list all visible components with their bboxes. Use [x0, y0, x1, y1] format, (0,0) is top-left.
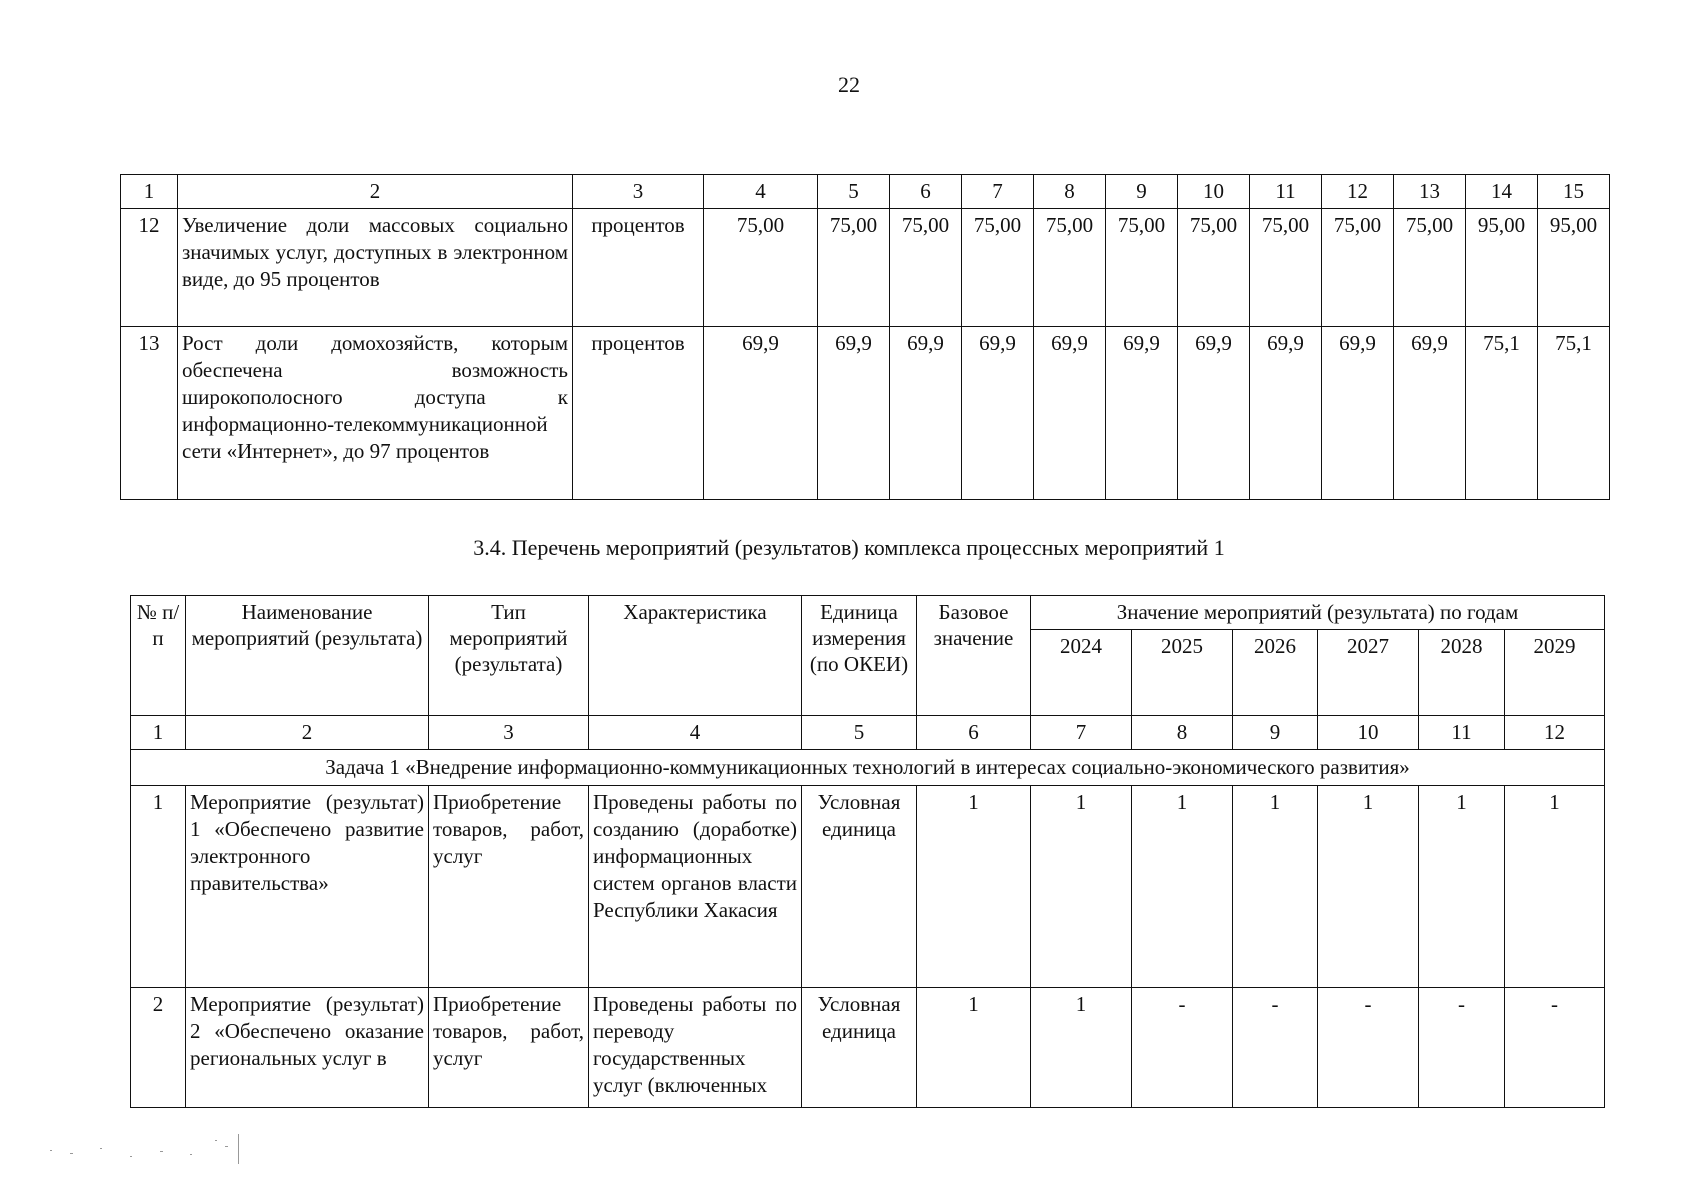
column-numbers-row	[131, 716, 1605, 750]
event-type: Приобретение товаров, работ, услуг	[429, 786, 589, 988]
header-year: 2026	[1233, 630, 1318, 716]
col-number: 12	[1322, 175, 1394, 209]
col-number: 1	[131, 716, 186, 750]
value-cell: 1	[1132, 786, 1233, 988]
header-year: 2029	[1505, 630, 1605, 716]
task-title: Задача 1 «Внедрение информационно-коммуникационных технологий в интересах социально-экономического развития»	[131, 750, 1605, 786]
event-type: Приобретение товаров, работ, услуг	[429, 988, 589, 1108]
col-number: 15	[1538, 175, 1610, 209]
value-cell: 69,9	[1394, 327, 1466, 500]
header-year: 2024	[1031, 630, 1132, 716]
value-cell: 69,9	[704, 327, 818, 500]
value-cell: 1	[1419, 786, 1505, 988]
col-number: 11	[1250, 175, 1322, 209]
value-cell: 69,9	[890, 327, 962, 500]
value-cell: 69,9	[818, 327, 890, 500]
unit: процентов	[573, 327, 704, 500]
col-number: 9	[1233, 716, 1318, 750]
col-number: 2	[186, 716, 429, 750]
value-cell: 69,9	[1106, 327, 1178, 500]
indicator-name: Рост доли домохозяйств, которым обеспечена возможность широкополосного доступа к информационно-телекоммуникационной сети «Интернет», до 97 процентов	[178, 327, 573, 500]
col-number: 4	[704, 175, 818, 209]
value-cell: -	[1419, 988, 1505, 1108]
value-cell: 75,1	[1466, 327, 1538, 500]
value-cell: 75,00	[1394, 209, 1466, 327]
event-name: Мероприятие (результат) 1 «Обеспечено развитие электронного правительства»	[186, 786, 429, 988]
value-cell: 69,9	[962, 327, 1034, 500]
header-year: 2028	[1419, 630, 1505, 716]
header-name: Наименование мероприятий (результата)	[186, 596, 429, 716]
task-row	[131, 750, 1605, 786]
row-number: 1	[131, 786, 186, 988]
value-cell: 1	[1233, 786, 1318, 988]
col-number: 2	[178, 175, 573, 209]
col-number: 8	[1034, 175, 1106, 209]
col-number: 3	[573, 175, 704, 209]
col-number: 7	[1031, 716, 1132, 750]
value-cell: 75,00	[1178, 209, 1250, 327]
value-cell: -	[1233, 988, 1318, 1108]
value-cell: -	[1132, 988, 1233, 1108]
header-year: 2027	[1318, 630, 1419, 716]
event-base: 1	[917, 988, 1031, 1108]
col-number: 14	[1466, 175, 1538, 209]
event-unit: Условная единица	[802, 988, 917, 1108]
event-characteristic: Проведены работы по переводу государственных услуг (включенных	[589, 988, 802, 1108]
col-number: 13	[1394, 175, 1466, 209]
col-number: 5	[802, 716, 917, 750]
value-cell: 75,00	[1106, 209, 1178, 327]
col-number: 12	[1505, 716, 1605, 750]
indicators-header-row	[121, 175, 1610, 209]
col-number: 11	[1419, 716, 1505, 750]
event-characteristic: Проведены работы по созданию (доработке) информационных систем органов власти Республики Хакасия	[589, 786, 802, 988]
event-name: Мероприятие (результат) 2 «Обеспечено оказание региональных услуг в	[186, 988, 429, 1108]
table-row	[121, 209, 1610, 327]
page-number: 22	[838, 72, 860, 97]
col-number: 7	[962, 175, 1034, 209]
value-cell: 69,9	[1034, 327, 1106, 500]
header-num: № п/п	[131, 596, 186, 716]
scan-noise-mark	[40, 1120, 260, 1180]
header-characteristic: Характеристика	[589, 596, 802, 716]
section-title: 3.4. Перечень мероприятий (результатов) комплекса процессных мероприятий 1	[473, 535, 1225, 560]
header-type: Тип мероприятий (результата)	[429, 596, 589, 716]
value-cell: 95,00	[1538, 209, 1610, 327]
table-row	[131, 988, 1605, 1108]
value-cell: 69,9	[1250, 327, 1322, 500]
col-number: 5	[818, 175, 890, 209]
header-base: Базовое значение	[917, 596, 1031, 716]
value-cell: -	[1505, 988, 1605, 1108]
value-cell: -	[1318, 988, 1419, 1108]
value-cell: 1	[1031, 988, 1132, 1108]
row-number: 13	[121, 327, 178, 500]
header-years-group: Значение мероприятий (результата) по годам	[1031, 596, 1605, 630]
events-table	[130, 595, 1605, 1108]
events-header-row	[131, 596, 1605, 630]
value-cell: 1	[1031, 786, 1132, 988]
indicators-table	[120, 174, 1610, 500]
value-cell: 1	[1505, 786, 1605, 988]
row-number: 12	[121, 209, 178, 327]
col-number: 8	[1132, 716, 1233, 750]
col-number: 4	[589, 716, 802, 750]
value-cell: 75,00	[890, 209, 962, 327]
value-cell: 75,00	[1034, 209, 1106, 327]
value-cell: 75,1	[1538, 327, 1610, 500]
col-number: 3	[429, 716, 589, 750]
indicator-name: Увеличение доли массовых социально значимых услуг, доступных в электронном виде, до 95 процентов	[178, 209, 573, 327]
table-row	[131, 786, 1605, 988]
header-year: 2025	[1132, 630, 1233, 716]
col-number: 9	[1106, 175, 1178, 209]
event-base: 1	[917, 786, 1031, 988]
header-unit: Единица измерения (по ОКЕИ)	[802, 596, 917, 716]
col-number: 10	[1178, 175, 1250, 209]
value-cell: 75,00	[818, 209, 890, 327]
event-unit: Условная единица	[802, 786, 917, 988]
unit: процентов	[573, 209, 704, 327]
value-cell: 69,9	[1322, 327, 1394, 500]
col-number: 6	[917, 716, 1031, 750]
value-cell: 75,00	[1250, 209, 1322, 327]
col-number: 1	[121, 175, 178, 209]
value-cell: 69,9	[1178, 327, 1250, 500]
row-number: 2	[131, 988, 186, 1108]
table-row	[121, 327, 1610, 500]
col-number: 6	[890, 175, 962, 209]
value-cell: 95,00	[1466, 209, 1538, 327]
col-number: 10	[1318, 716, 1419, 750]
value-cell: 75,00	[1322, 209, 1394, 327]
value-cell: 75,00	[704, 209, 818, 327]
value-cell: 75,00	[962, 209, 1034, 327]
value-cell: 1	[1318, 786, 1419, 988]
